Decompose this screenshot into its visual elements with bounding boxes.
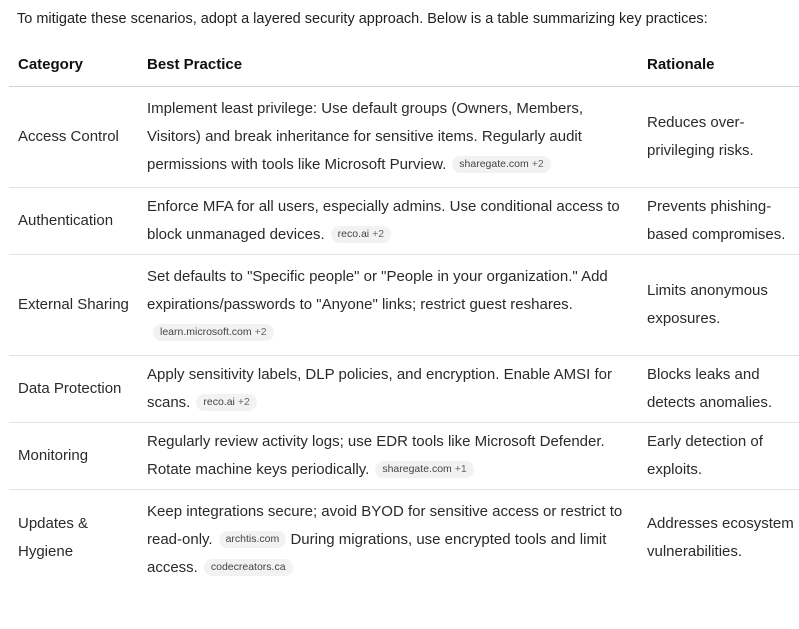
source-chip-label: archtis.com bbox=[225, 532, 280, 545]
source-chip-count: +2 bbox=[237, 395, 250, 408]
category-cell: Data Protection bbox=[9, 356, 138, 423]
practice-cell bbox=[138, 87, 638, 188]
header-best-practice: Best Practice bbox=[138, 42, 638, 87]
source-chip-count: +2 bbox=[254, 325, 267, 338]
practice-cell bbox=[138, 356, 638, 423]
practice-text: Enforce MFA for all users, especially admins. Use conditional access to block unmanaged devices. bbox=[147, 198, 620, 243]
category-cell: Monitoring bbox=[9, 423, 138, 490]
category-cell: Access Control bbox=[9, 87, 138, 188]
source-chip[interactable] bbox=[204, 559, 293, 576]
source-chip-label: learn.microsoft.com bbox=[160, 325, 252, 338]
rationale-cell: Reduces over-privileging risks. bbox=[638, 87, 799, 188]
practice-text: Implement least privilege: Use default groups (Owners, Members, Visitors) and break inheritance for sensitive items. Regularly audit permissions with tools like Microsoft Purview. bbox=[147, 100, 584, 173]
practice-text: Set defaults to "Specific people" or "People in your organization." Add expirations/passwords to "Anyone" links; restrict guest reshares. bbox=[147, 268, 608, 313]
source-chip[interactable] bbox=[331, 226, 392, 243]
table-row bbox=[9, 356, 799, 423]
practice-cell bbox=[138, 423, 638, 490]
practice-text-continued: During migrations, use encrypted tools and limit access. bbox=[147, 531, 607, 576]
source-chip-label: codecreators.ca bbox=[210, 560, 286, 573]
source-chip[interactable] bbox=[375, 461, 473, 478]
table-row bbox=[9, 490, 799, 587]
intro-text: To mitigate these scenarios, adopt a layered security approach. Below is a table summarizing key practices: bbox=[17, 11, 708, 27]
source-chip[interactable] bbox=[196, 394, 257, 411]
category-cell: Authentication bbox=[9, 188, 138, 255]
source-chip-label: sharegate.com bbox=[382, 462, 452, 475]
header-rationale: Rationale bbox=[638, 42, 799, 87]
source-chip-count: +2 bbox=[372, 227, 385, 240]
source-chip-count: +2 bbox=[531, 157, 544, 170]
category-cell: Updates & Hygiene bbox=[18, 515, 89, 560]
source-chip[interactable] bbox=[219, 531, 287, 548]
source-chip-label: sharegate.com bbox=[459, 157, 529, 170]
table-row bbox=[9, 423, 799, 490]
rationale-cell: Limits anonymous exposures. bbox=[638, 255, 799, 356]
table-header-row bbox=[9, 42, 799, 87]
practice-cell bbox=[138, 188, 638, 255]
table-row bbox=[9, 188, 799, 255]
source-chip[interactable] bbox=[452, 156, 550, 173]
rationale-cell: Prevents phishing-based compromises. bbox=[638, 188, 799, 255]
rationale-cell: Blocks leaks and detects anomalies. bbox=[638, 356, 799, 423]
rationale-cell: Early detection of exploits. bbox=[638, 423, 799, 490]
source-chip-label: reco.ai bbox=[337, 227, 370, 240]
category-cell: External Sharing bbox=[9, 255, 138, 356]
rationale-cell: Addresses ecosystem vulnerabilities. bbox=[647, 515, 794, 560]
table-row bbox=[9, 87, 799, 188]
table-row bbox=[9, 255, 799, 356]
header-category: Category bbox=[9, 42, 138, 87]
best-practices-table bbox=[9, 42, 799, 586]
practice-cell bbox=[138, 255, 638, 356]
source-chip-count: +1 bbox=[454, 462, 467, 475]
practice-text: Keep integrations secure; avoid BYOD for sensitive access or restrict to read-only. bbox=[147, 503, 623, 548]
source-chip[interactable] bbox=[153, 324, 274, 341]
source-chip-label: reco.ai bbox=[203, 395, 235, 408]
practice-cell bbox=[138, 490, 638, 587]
practice-text: Regularly review activity logs; use EDR tools like Microsoft Defender. Rotate machine keys periodically. bbox=[147, 433, 605, 478]
practice-text: Apply sensitivity labels, DLP policies, and encryption. Enable AMSI for scans. bbox=[147, 366, 612, 411]
